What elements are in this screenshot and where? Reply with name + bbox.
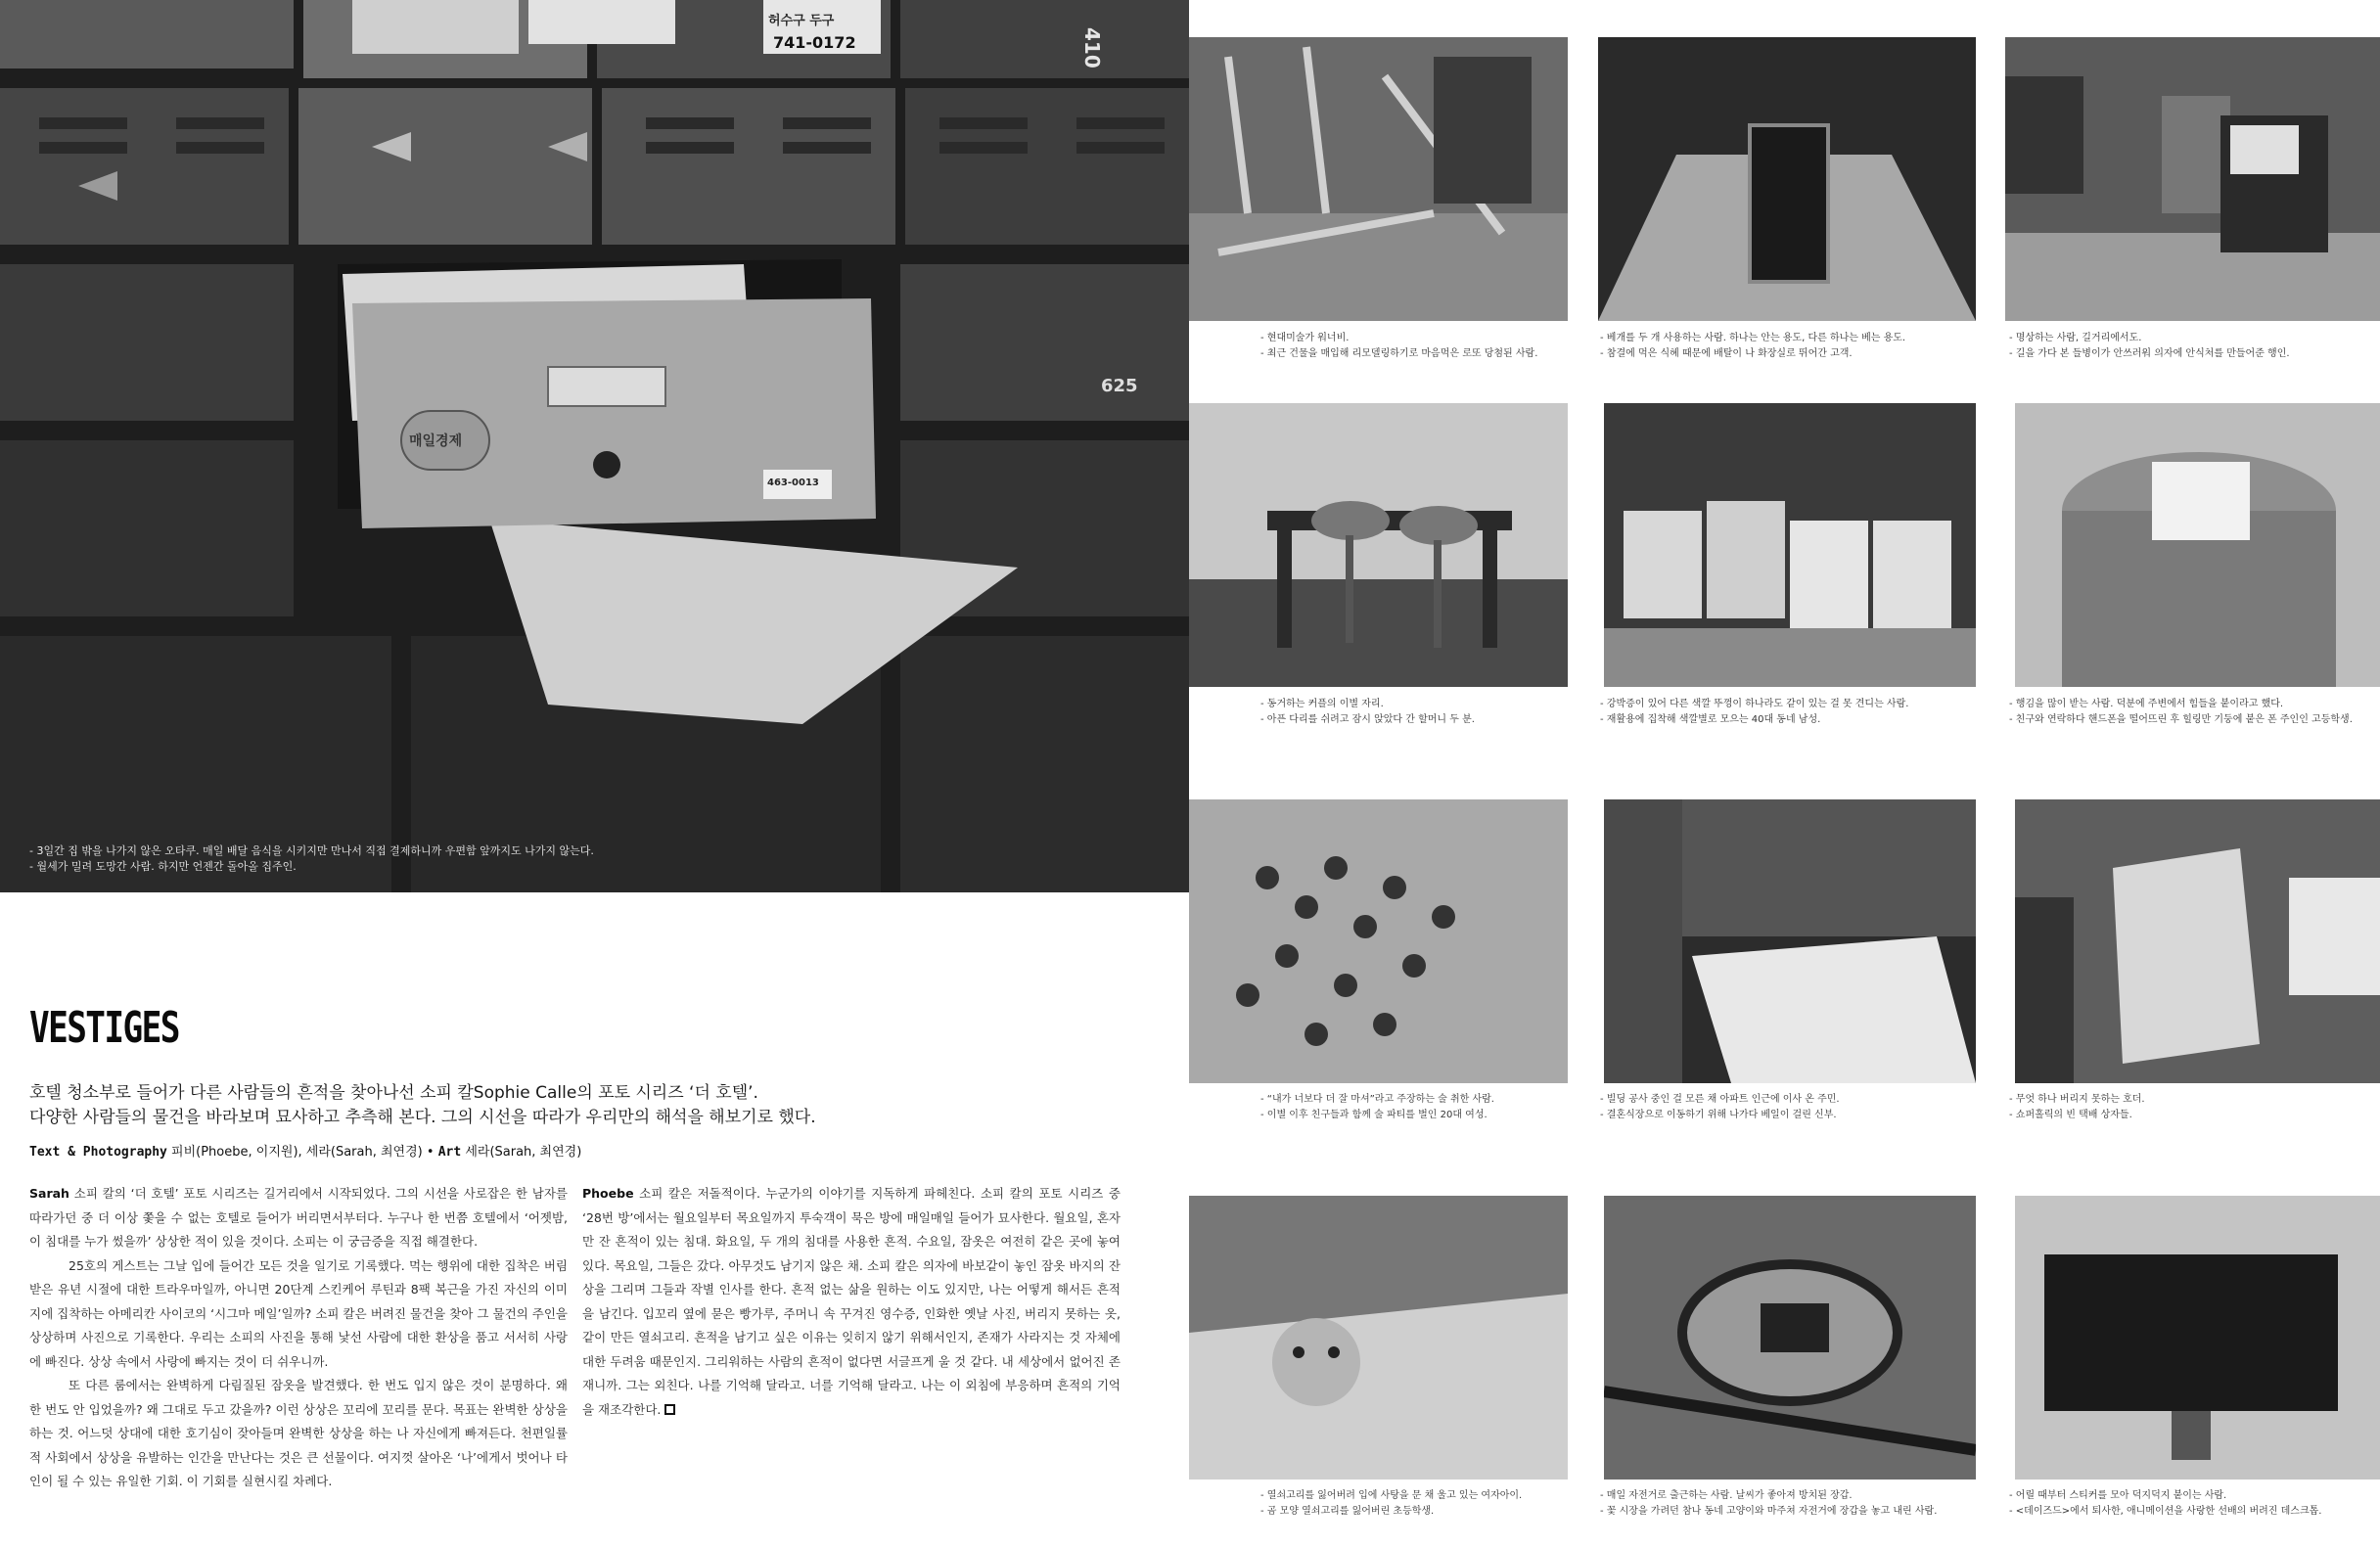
paragraph-text: 소피 칼은 저돌적이다. 누군가의 이야기를 지독하게 파헤친다. 소피 칼의 포토 시리즈 중 ‘28번 방’에서는 월요일부터 목요일까지 투숙객이 묵은 방에 매일매일 들어가 묘사한다. 월요일, 혼자만 잔 흔적이 있는 침대. 화요일, 두 개의 침대를 사용한 흔적. 수요일, 잠옷은 여전히 같은 곳에 놓여 있다. 목요일, 그들은 갔다. 아무것도 남기지 않은 채. 소피 칼은 의자에 바보같이 놓인 잠옷 바지의 잔상을 그리며 그들과 작별 인사를 한다. 흔적 없는 삶을 원하는 이도 있지만, 나는 어떻게 해서든 흔적을 남긴다. 입꼬리 옆에 묻은 빵가루, 주머니 속 꾸겨진 영수증, 인화한 옛날 사진, 버리지 못하는 옷, 같이 만든 열쇠고리. 흔적을 남기고 싶은 이유는 잊히지 않기 위해서인지, 존재가 사라지는 것 자체에 대한 두려움 때문인지. 그리워하는 사람의 흔적이 없다면 서글프게 울 것 같다. 내 세상에서 없어진 존재니까. 그는 외친다. 나를 기억해 달라고. 너를 기억해 달라고. 나는 이 외침에 부응하며 흔적의 기억을 재조각한다.: [582, 1186, 1121, 1417]
credits-art-label: Art: [437, 1145, 462, 1160]
article-lead: [29, 1081, 1155, 1130]
mail-sticker-small: 463-0013: [767, 478, 819, 488]
photo-caption-10: [1260, 1488, 1642, 1520]
photo-caption-2: [1600, 331, 1982, 362]
caption-line: - 이별 이후 친구들과 함께 술 파티를 벌인 20대 여성.: [1260, 1110, 1488, 1120]
body-column-1: [29, 1182, 568, 1494]
hero-caption-line: - 3일간 집 밖을 나가지 않은 오타쿠. 매일 배달 음식을 시키지만 만나서 직접 결제하니까 우편함 앞까지도 나가지 않는다.: [29, 844, 594, 857]
credits-text-names: 피비(Phoebe, 이지원), 세라(Sarah, 최연경): [171, 1145, 423, 1160]
caption-line: - 재활용에 집착해 색깔별로 모으는 40대 동네 남성.: [1600, 714, 1821, 725]
caption-line: - 길을 가다 본 들병이가 안쓰러워 의자에 안식처를 만들어준 행인.: [2009, 348, 2290, 359]
lead-line: 다양한 사람들의 물건을 바라보며 묘사하고 추측해 본다. 그의 시선을 따라가 우리만의 해석을 해보기로 했다.: [29, 1108, 816, 1127]
page-number: 410: [1080, 27, 1104, 68]
body-paragraph: [582, 1182, 1121, 1422]
caption-line: - <데이즈드>에서 퇴사한, 애니메이션을 사랑한 선배의 버려진 데스크톱.: [2009, 1506, 2322, 1517]
photo-caption-12: [2009, 1488, 2380, 1520]
author-name: Sarah: [29, 1186, 69, 1201]
caption-line: - 쇼퍼홀릭의 빈 택배 상자들.: [2009, 1110, 2132, 1120]
photo-caption-11: [1600, 1488, 1982, 1520]
caption-line: - 무엇 하나 버리지 못하는 호더.: [2009, 1094, 2145, 1105]
photo-3: [2005, 37, 2380, 321]
caption-line: - 아픈 다리를 쉬려고 잠시 앉았다 간 할머니 두 분.: [1260, 714, 1475, 725]
photo-6: [2015, 403, 2380, 687]
caption-line: - 결혼식장으로 이동하기 위해 나가다 베일이 걸린 신부.: [1600, 1110, 1837, 1120]
photo-4: [1189, 403, 1568, 687]
photo-2: [1598, 37, 1976, 321]
photo-caption-7: [1260, 1092, 1642, 1123]
caption-line: - “내가 너보다 더 잘 마셔”라고 주장하는 술 취한 사람.: [1260, 1094, 1494, 1105]
sticker-number: 741-0172: [773, 33, 856, 52]
hero-caption: [29, 843, 812, 875]
caption-line: - 현대미술가 워너비.: [1260, 333, 1350, 343]
box-number: 625: [1101, 376, 1138, 396]
caption-line: - 친구와 연락하다 핸드폰을 떨어뜨린 후 힐링만 기둥에 붙은 폰 주인인 고등학생.: [2009, 714, 2353, 725]
caption-line: - 매일 자전거로 출근하는 사람. 날씨가 좋아져 방치된 장갑.: [1600, 1490, 1853, 1501]
sticker-top-text: 허수구 두구: [768, 14, 835, 28]
body-paragraph: [29, 1182, 568, 1254]
credits-art-names: 세라(Sarah, 최연경): [465, 1145, 582, 1160]
caption-line: - 꽃 시장을 가려던 참나 동네 고양이와 마주쳐 자전거에 장갑을 놓고 내린 사람.: [1600, 1506, 1938, 1517]
body-paragraph: 또 다른 룸에서는 완벽하게 다림질된 잠옷을 발견했다. 한 번도 입지 않은 것이 분명하다. 왜 한 번도 안 입었을까? 왜 그대로 두고 갔을까? 이런 상상은 꼬리에 꼬리를 문다. 목표는 완벽한 상상을 하는 것. 어느덧 상대에 대한 호기심이 잦아들며 완벽한 상상을 하는 나 자신에게 빠져든다. 천편일률적 사회에서 상상을 유발하는 인간을 만난다는 것은 큰 선물이다. 여지껏 살아온 ‘나’에게서 벗어나 타인이 될 수 있는 유일한 기회. 이 기회를 실현시킬 차례다.: [29, 1378, 568, 1488]
caption-line: - 강박증이 있어 다른 색깔 뚜껑이 하나라도 같이 있는 걸 못 견디는 사람.: [1600, 699, 1909, 709]
photo-8: [1604, 799, 1976, 1083]
credits-text-label: Text & Photography: [29, 1145, 167, 1160]
caption-line: - 최근 건물을 매입해 리모델링하기로 마음먹은 로또 당첨된 사람.: [1260, 348, 1538, 359]
caption-line: - 참결에 먹은 식혜 때문에 배탈이 나 화장실로 뛰어간 고객.: [1600, 348, 1853, 359]
photo-10: [1189, 1196, 1568, 1480]
photo-caption-3: [2009, 331, 2380, 362]
author-name: Phoebe: [582, 1186, 634, 1201]
paragraph-text: 소피 칼의 ‘더 호텔’ 포토 시리즈는 길거리에서 시작되었다. 그의 시선을 사로잡은 한 남자를 따라가던 중 더 이상 쫓을 수 없는 호텔로 들어가 버리면서부터다. 누구나 한 번쯤 호텔에서 ‘어젯밤, 이 침대를 누가 썼을까’ 상상한 적이 있을 것이다. 소피는 이 궁금증을 직접 해결한다.: [29, 1186, 568, 1249]
photo-5: [1604, 403, 1976, 687]
caption-line: - 베개를 두 개 사용하는 사람. 하나는 안는 용도, 다른 하나는 베는 용도.: [1600, 333, 1906, 343]
body-column-2: [582, 1182, 1121, 1422]
photo-caption-9: [2009, 1092, 2380, 1123]
photo-9: [2015, 799, 2380, 1083]
mail-label: 매일경제: [409, 433, 463, 449]
caption-line: - 빌딩 공사 중인 걸 모른 채 아파트 인근에 이사 온 주민.: [1600, 1094, 1840, 1105]
photo-caption-5: [1600, 697, 1982, 728]
photo-12: [2015, 1196, 2380, 1480]
photo-7: [1189, 799, 1568, 1083]
credits-separator: •: [426, 1145, 435, 1160]
caption-line: - 동거하는 커플의 이별 자리.: [1260, 699, 1384, 709]
article-title: VESTIGES: [29, 1003, 179, 1053]
photo-caption-8: [1600, 1092, 1982, 1123]
hero-caption-line: - 월세가 밀려 도망간 사람. 하지만 언젠간 돌아올 집주인.: [29, 860, 297, 873]
credits: [29, 1141, 581, 1160]
caption-line: - 곰 모양 열쇠고리를 잃어버린 초등학생.: [1260, 1506, 1435, 1517]
photo-caption-4: [1260, 697, 1642, 728]
photo-1: [1189, 37, 1568, 321]
lead-line: 호텔 청소부로 들어가 다른 사람들의 흔적을 찾아나선 소피 칼Sophie Calle의 포토 시리즈 ‘더 호텔’.: [29, 1083, 758, 1103]
caption-line: - 어릴 때부터 스티커를 모아 덕지덕지 붙이는 사람.: [2009, 1490, 2227, 1501]
mailbox-illustration: [0, 0, 1189, 892]
photo-11: [1604, 1196, 1976, 1480]
photo-caption-6: [2009, 697, 2380, 728]
photo-caption-1: [1260, 331, 1642, 362]
caption-line: - 행김을 많이 받는 사람. 덕분에 주변에서 힘들을 붙이라고 했다.: [2009, 699, 2284, 709]
caption-line: - 명상하는 사람, 길거리에서도.: [2009, 333, 2142, 343]
body-paragraph: 25호의 게스트는 그날 입에 들어간 모든 것을 일기로 기록했다. 먹는 행위에 대한 집착은 버림받은 유년 시절에 대한 트라우마일까, 아니면 20단계 스킨케어 루틴과 8팩 복근을 가진 자신의 이미지에 집착하는 아메리칸 사이코의 ‘시그마 메일’일까? 소피 칼은 버려진 물건을 찾아 그 물건의 주인을 상상하며 사진으로 기록한다. 우리는 소피의 사진을 통해 낯선 사람에 대한 환상을 품고 서서히 사랑에 빠진다. 상상 속에서 사랑에 빠지는 것이 더 쉬우니까.: [29, 1257, 568, 1369]
end-mark-icon: [664, 1404, 675, 1415]
caption-line: - 열쇠고리를 잃어버려 입에 사탕을 문 채 울고 있는 여자아이.: [1260, 1490, 1523, 1501]
hero-photo-mailboxes: [0, 0, 1189, 892]
